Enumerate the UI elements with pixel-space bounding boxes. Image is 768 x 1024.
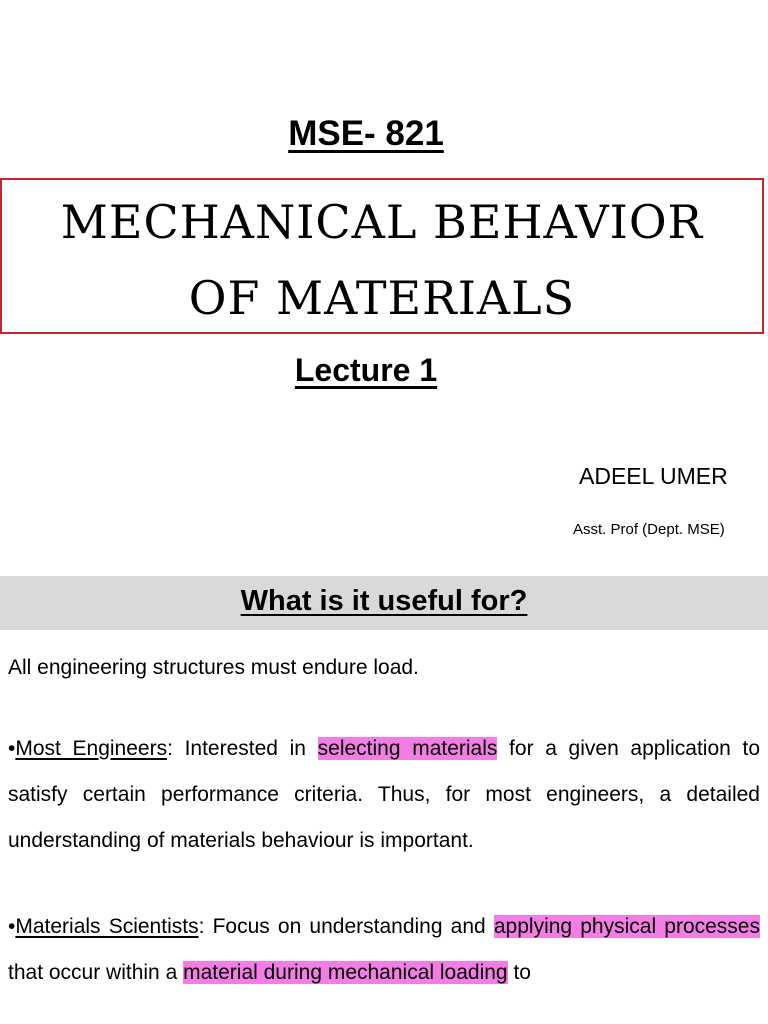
intro-text: All engineering structures must endure load. (8, 656, 419, 679)
point-text: : Focus on understanding and (198, 915, 494, 938)
section-heading-band (0, 576, 768, 630)
course-title-line-1: MECHANICAL BEHAVIOR (60, 195, 704, 249)
point-text: that occur within a (8, 961, 184, 984)
slide-content (8, 652, 760, 996)
term-materials-scientists: Materials Scientists (15, 915, 199, 938)
highlight-material-during-loading: material during mechanical loading (183, 961, 508, 984)
author-role: Asst. Prof (Dept. MSE) (573, 521, 725, 538)
point-text: to (507, 961, 531, 984)
point-text: for a given application to satisfy certain performance criteria. Thus, for most engineers, a detailed understanding of materials behaviour is important. (8, 737, 761, 852)
highlight-applying-physical-processes: applying physical processes (493, 915, 760, 938)
bullet: • (8, 737, 16, 760)
point-text: : Interested in (167, 737, 318, 760)
point-most-engineers (8, 726, 760, 864)
course-title-line-2: OF MATERIALS (188, 271, 576, 325)
course-code: MSE- 821 (288, 114, 444, 153)
lecture-number: Lecture 1 (294, 352, 438, 388)
author-name: ADEEL UMER (579, 463, 728, 489)
term-most-engineers: Most Engineers (15, 737, 168, 760)
section-heading: What is it useful for? (240, 585, 528, 617)
bullet: • (8, 915, 16, 938)
point-materials-scientists (8, 904, 760, 996)
highlight-selecting-materials: selecting materials (317, 737, 498, 760)
course-title-box (0, 178, 764, 334)
